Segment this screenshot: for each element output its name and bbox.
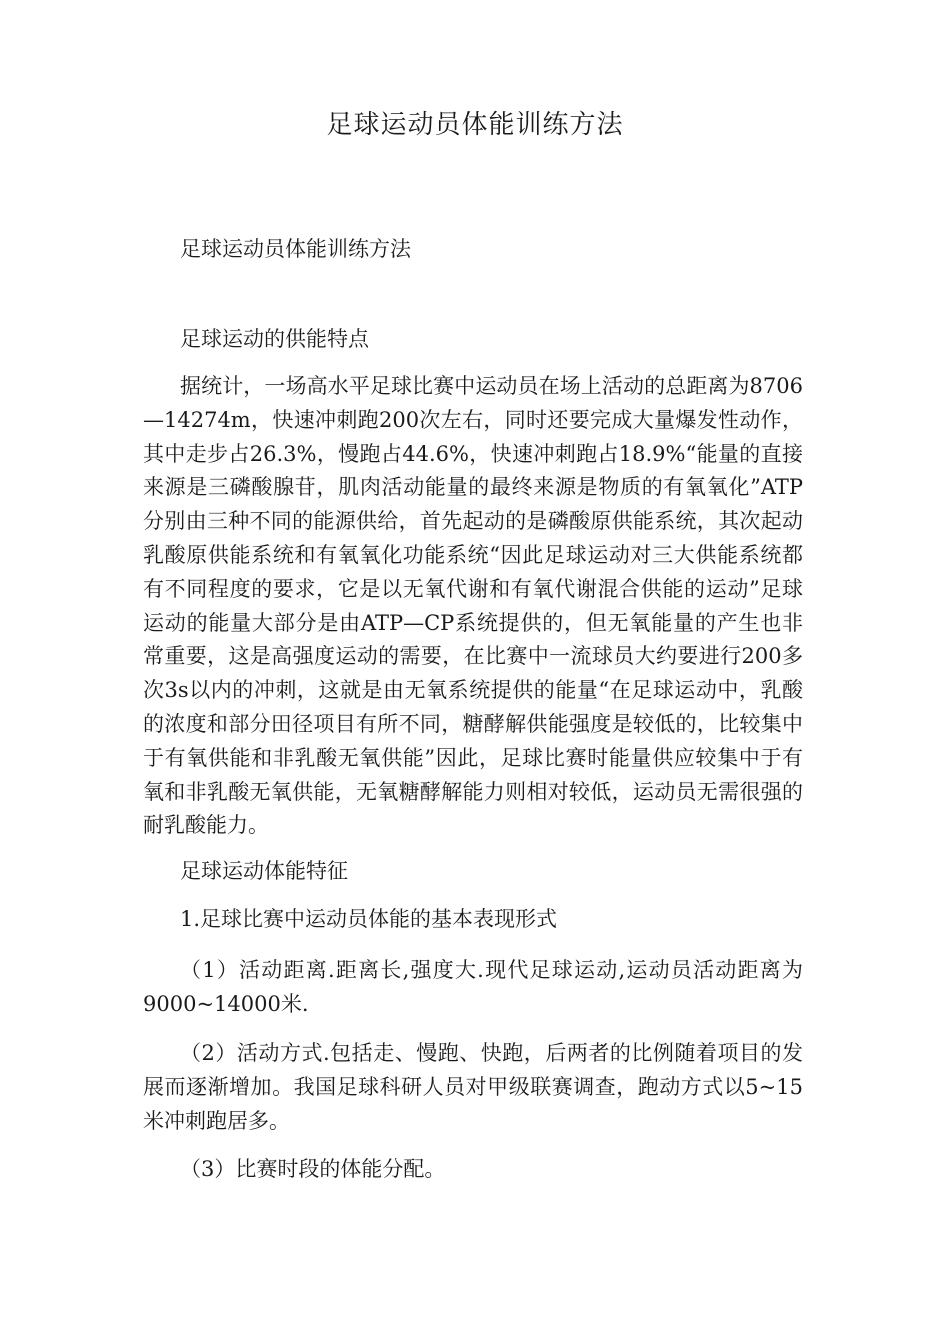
features-subheading: 1.足球比赛中运动员体能的基本表现形式	[180, 907, 558, 931]
energy-paragraph: 据统计，一场高水平足球比赛中运动员在场上活动的总距离为8706—14274m，快速冲刺跑200次左右，同时还要完成大量爆发性动作，其中走步占26.3%，慢跑占44.6%，快速冲刺跑占18.9%“能量的直接来源是三磷酸腺苷，肌肉活动能量的最终来源是物质的有氧氧化”ATP分别由三种不同的能源供给，首先起动的是磷酸原供能系统，其次起动乳酸原供能系统和有氧氧化功能系统“因此足球运动对三大供能系统都有不同程度的要求，它是以无氧代谢和有氧代谢混合供能的运动”足球运动的能量大部分是由ATP—CP系统提供的，但无氧能量的产生也非常重要，这是高强度运动的需要，在比赛中一流球员大约要进行200多次3s以内的冲刺，这就是由无氧系统提供的能量“在足球运动中，乳酸的浓度和部分田径项目有所不同，糖酵解供能强度是较低的，比较集中于有氧供能和非乳酸无氧供能”因此，足球比赛时能量供应较集中于有氧和非乳酸无氧供能，无氧糖酵解能力则相对较低，运动员无需很强的耐乳酸能力。	[143, 374, 803, 838]
list-item-1: （1）活动距离.距离长,强度大.现代足球运动,运动员活动距离为9000~14000米.	[143, 958, 803, 1016]
features-heading: 足球运动体能特征	[180, 859, 348, 883]
list-item-2: （2）活动方式.包括走、慢跑、快跑，后两者的比例随着项目的发展而逐渐增加。我国足球科研人员对甲级联赛调查，跑动方式以5~15米冲刺跑居多。	[143, 1041, 803, 1133]
subtitle: 足球运动员体能训练方法	[180, 237, 411, 261]
energy-heading: 足球运动的供能特点	[180, 327, 369, 351]
list-item-3: （3）比赛时段的体能分配。	[180, 1157, 446, 1181]
document-title: 足球运动员体能训练方法	[326, 110, 624, 140]
